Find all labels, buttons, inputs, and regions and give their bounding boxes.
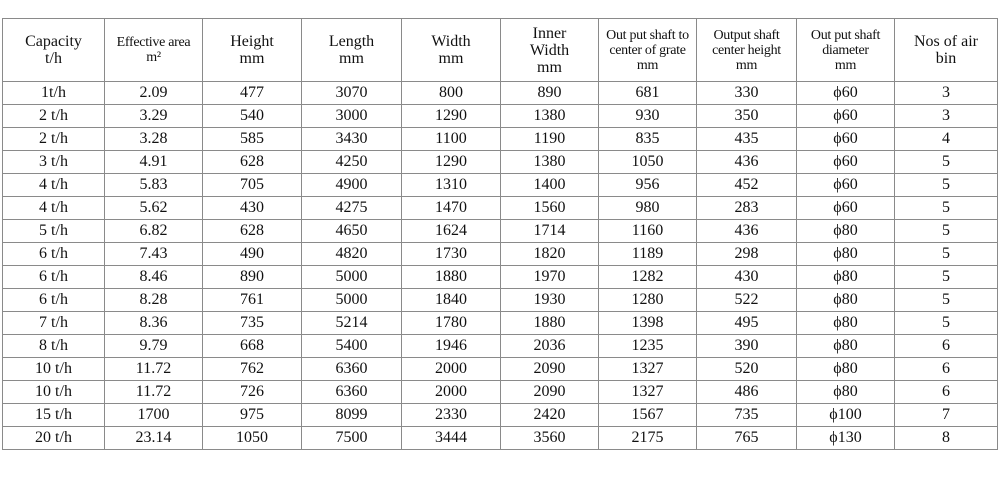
- column-header-effective-area: [105, 19, 203, 82]
- cell-shaft-diameter: ϕ60: [797, 151, 895, 174]
- table-row: [3, 174, 998, 197]
- cell-air-bin-count: 8: [895, 427, 998, 450]
- column-header-inner-width: [501, 19, 599, 82]
- cell-height: 668: [203, 335, 302, 358]
- cell-shaft-to-grate-center: 1398: [599, 312, 697, 335]
- specification-table: [2, 18, 998, 450]
- cell-capacity: 15 t/h: [3, 404, 105, 427]
- column-header-length: [302, 19, 402, 82]
- table-row: [3, 312, 998, 335]
- cell-shaft-to-grate-center: 1327: [599, 358, 697, 381]
- header-line: mm: [636, 57, 659, 73]
- cell-capacity: 6 t/h: [3, 266, 105, 289]
- cell-air-bin-count: 5: [895, 312, 998, 335]
- cell-width: 1100: [402, 128, 501, 151]
- header-line: Effective area: [116, 35, 191, 50]
- cell-capacity: 7 t/h: [3, 312, 105, 335]
- cell-length: 6360: [302, 358, 402, 381]
- cell-capacity: 2 t/h: [3, 105, 105, 128]
- cell-length: 4250: [302, 151, 402, 174]
- cell-shaft-to-grate-center: 980: [599, 197, 697, 220]
- cell-shaft-to-grate-center: 1235: [599, 335, 697, 358]
- column-header-height: [203, 19, 302, 82]
- cell-capacity: 2 t/h: [3, 128, 105, 151]
- cell-inner-width: 1820: [501, 243, 599, 266]
- cell-inner-width: 1880: [501, 312, 599, 335]
- cell-capacity: 10 t/h: [3, 381, 105, 404]
- cell-width: 1840: [402, 289, 501, 312]
- cell-length: 3430: [302, 128, 402, 151]
- header-line: mm: [339, 50, 364, 67]
- cell-capacity: 3 t/h: [3, 151, 105, 174]
- cell-shaft-diameter: ϕ80: [797, 243, 895, 266]
- cell-inner-width: 1380: [501, 151, 599, 174]
- table-row: [3, 128, 998, 151]
- cell-width: 1780: [402, 312, 501, 335]
- cell-height: 726: [203, 381, 302, 404]
- header-line: Capacity: [25, 33, 82, 50]
- cell-shaft-center-height: 430: [697, 266, 797, 289]
- column-header-shaft-to-grate-center: [599, 19, 697, 82]
- cell-effective-area: 23.14: [105, 427, 203, 450]
- cell-effective-area: 8.36: [105, 312, 203, 335]
- header-line: mm: [438, 50, 464, 67]
- cell-width: 1946: [402, 335, 501, 358]
- cell-shaft-diameter: ϕ60: [797, 128, 895, 151]
- cell-capacity: 6 t/h: [3, 289, 105, 312]
- header-line: diameter: [822, 42, 869, 58]
- cell-inner-width: 1400: [501, 174, 599, 197]
- table-row: [3, 358, 998, 381]
- cell-effective-area: 8.28: [105, 289, 203, 312]
- table-row: [3, 266, 998, 289]
- cell-shaft-center-height: 486: [697, 381, 797, 404]
- cell-width: 1730: [402, 243, 501, 266]
- cell-shaft-diameter: ϕ100: [797, 404, 895, 427]
- cell-air-bin-count: 3: [895, 105, 998, 128]
- cell-length: 3070: [302, 82, 402, 105]
- table-row: [3, 151, 998, 174]
- cell-inner-width: 1930: [501, 289, 599, 312]
- cell-inner-width: 2090: [501, 358, 599, 381]
- cell-shaft-center-height: 735: [697, 404, 797, 427]
- cell-capacity: 8 t/h: [3, 335, 105, 358]
- cell-height: 628: [203, 151, 302, 174]
- cell-width: 1290: [402, 105, 501, 128]
- cell-shaft-diameter: ϕ80: [797, 335, 895, 358]
- cell-length: 8099: [302, 404, 402, 427]
- cell-capacity: 20 t/h: [3, 427, 105, 450]
- cell-length: 3000: [302, 105, 402, 128]
- cell-capacity: 1t/h: [3, 82, 105, 105]
- cell-height: 762: [203, 358, 302, 381]
- header-line: t/h: [45, 50, 62, 67]
- cell-inner-width: 2036: [501, 335, 599, 358]
- cell-height: 540: [203, 105, 302, 128]
- header-line: Height: [230, 33, 274, 50]
- table-row: [3, 197, 998, 220]
- cell-shaft-to-grate-center: 1327: [599, 381, 697, 404]
- cell-effective-area: 8.46: [105, 266, 203, 289]
- cell-air-bin-count: 3: [895, 82, 998, 105]
- table-row: [3, 404, 998, 427]
- cell-length: 4820: [302, 243, 402, 266]
- cell-shaft-center-height: 520: [697, 358, 797, 381]
- cell-air-bin-count: 5: [895, 174, 998, 197]
- cell-air-bin-count: 6: [895, 335, 998, 358]
- cell-shaft-center-height: 435: [697, 128, 797, 151]
- header-line: Out put shaft: [810, 27, 881, 43]
- cell-shaft-to-grate-center: 681: [599, 82, 697, 105]
- cell-shaft-center-height: 495: [697, 312, 797, 335]
- cell-air-bin-count: 5: [895, 289, 998, 312]
- cell-effective-area: 11.72: [105, 358, 203, 381]
- cell-shaft-to-grate-center: 1160: [599, 220, 697, 243]
- cell-air-bin-count: 5: [895, 220, 998, 243]
- cell-height: 430: [203, 197, 302, 220]
- cell-width: 1880: [402, 266, 501, 289]
- header-line: Output shaft: [713, 27, 780, 43]
- cell-air-bin-count: 5: [895, 266, 998, 289]
- header-line: bin: [935, 50, 957, 67]
- column-header-capacity: [3, 19, 105, 82]
- cell-shaft-diameter: ϕ80: [797, 289, 895, 312]
- cell-height: 490: [203, 243, 302, 266]
- cell-shaft-to-grate-center: 2175: [599, 427, 697, 450]
- cell-air-bin-count: 6: [895, 381, 998, 404]
- cell-length: 5400: [302, 335, 402, 358]
- cell-height: 1050: [203, 427, 302, 450]
- cell-effective-area: 11.72: [105, 381, 203, 404]
- cell-shaft-to-grate-center: 1280: [599, 289, 697, 312]
- cell-height: 761: [203, 289, 302, 312]
- cell-capacity: 5 t/h: [3, 220, 105, 243]
- header-line: Width: [529, 41, 570, 59]
- cell-effective-area: 1700: [105, 404, 203, 427]
- cell-shaft-diameter: ϕ80: [797, 220, 895, 243]
- cell-air-bin-count: 7: [895, 404, 998, 427]
- cell-inner-width: 1560: [501, 197, 599, 220]
- table-row: [3, 220, 998, 243]
- cell-width: 3444: [402, 427, 501, 450]
- cell-shaft-center-height: 436: [697, 151, 797, 174]
- cell-width: 1624: [402, 220, 501, 243]
- cell-height: 585: [203, 128, 302, 151]
- cell-shaft-diameter: ϕ80: [797, 266, 895, 289]
- cell-shaft-diameter: ϕ80: [797, 312, 895, 335]
- cell-effective-area: 5.83: [105, 174, 203, 197]
- header-line: Width: [431, 33, 471, 50]
- cell-effective-area: 5.62: [105, 197, 203, 220]
- cell-inner-width: 2090: [501, 381, 599, 404]
- header-line: Nos of air: [914, 33, 978, 50]
- cell-length: 7500: [302, 427, 402, 450]
- cell-shaft-center-height: 390: [697, 335, 797, 358]
- cell-air-bin-count: 5: [895, 197, 998, 220]
- cell-length: 4900: [302, 174, 402, 197]
- header-row: [3, 19, 998, 82]
- cell-shaft-center-height: 522: [697, 289, 797, 312]
- cell-width: 2330: [402, 404, 501, 427]
- cell-length: 4275: [302, 197, 402, 220]
- table-row: [3, 427, 998, 450]
- cell-inner-width: 3560: [501, 427, 599, 450]
- cell-height: 477: [203, 82, 302, 105]
- cell-shaft-center-height: 452: [697, 174, 797, 197]
- header-line: center height: [712, 42, 781, 58]
- cell-height: 628: [203, 220, 302, 243]
- table-row: [3, 105, 998, 128]
- cell-height: 705: [203, 174, 302, 197]
- header-line: mm: [834, 57, 857, 73]
- cell-shaft-to-grate-center: 930: [599, 105, 697, 128]
- cell-effective-area: 3.28: [105, 128, 203, 151]
- cell-width: 1290: [402, 151, 501, 174]
- cell-length: 5000: [302, 289, 402, 312]
- cell-shaft-center-height: 298: [697, 243, 797, 266]
- cell-shaft-diameter: ϕ130: [797, 427, 895, 450]
- cell-effective-area: 9.79: [105, 335, 203, 358]
- cell-shaft-diameter: ϕ60: [797, 197, 895, 220]
- cell-capacity: 4 t/h: [3, 174, 105, 197]
- header-line: mm: [239, 50, 265, 67]
- cell-inner-width: 890: [501, 82, 599, 105]
- cell-air-bin-count: 5: [895, 151, 998, 174]
- table-body: [3, 82, 998, 450]
- cell-inner-width: 2420: [501, 404, 599, 427]
- cell-height: 975: [203, 404, 302, 427]
- column-header-shaft-center-height: [697, 19, 797, 82]
- header-line: Out put shaft to: [606, 27, 689, 43]
- cell-shaft-to-grate-center: 1189: [599, 243, 697, 266]
- cell-effective-area: 4.91: [105, 151, 203, 174]
- cell-shaft-center-height: 765: [697, 427, 797, 450]
- header-line: mm: [537, 58, 562, 76]
- header-line: m²: [146, 50, 161, 65]
- column-header-width: [402, 19, 501, 82]
- cell-shaft-to-grate-center: 1282: [599, 266, 697, 289]
- header-line: mm: [735, 57, 758, 73]
- cell-shaft-diameter: ϕ80: [797, 381, 895, 404]
- cell-shaft-center-height: 436: [697, 220, 797, 243]
- header-line: Inner: [532, 24, 567, 42]
- table-row: [3, 335, 998, 358]
- cell-shaft-diameter: ϕ60: [797, 105, 895, 128]
- cell-shaft-center-height: 330: [697, 82, 797, 105]
- cell-length: 4650: [302, 220, 402, 243]
- cell-width: 800: [402, 82, 501, 105]
- cell-height: 890: [203, 266, 302, 289]
- cell-shaft-center-height: 350: [697, 105, 797, 128]
- cell-shaft-to-grate-center: 1050: [599, 151, 697, 174]
- cell-effective-area: 6.82: [105, 220, 203, 243]
- cell-length: 5000: [302, 266, 402, 289]
- table-row: [3, 243, 998, 266]
- cell-effective-area: 3.29: [105, 105, 203, 128]
- cell-width: 1310: [402, 174, 501, 197]
- cell-inner-width: 1380: [501, 105, 599, 128]
- column-header-shaft-diameter: [797, 19, 895, 82]
- cell-width: 2000: [402, 358, 501, 381]
- table-row: [3, 82, 998, 105]
- header-line: center of grate: [609, 42, 686, 58]
- cell-inner-width: 1190: [501, 128, 599, 151]
- header-line: Length: [328, 33, 375, 50]
- cell-air-bin-count: 4: [895, 128, 998, 151]
- cell-shaft-to-grate-center: 1567: [599, 404, 697, 427]
- column-header-air-bin-count: [895, 19, 998, 82]
- cell-shaft-center-height: 283: [697, 197, 797, 220]
- cell-effective-area: 2.09: [105, 82, 203, 105]
- cell-capacity: 6 t/h: [3, 243, 105, 266]
- table-row: [3, 289, 998, 312]
- cell-length: 6360: [302, 381, 402, 404]
- table-row: [3, 381, 998, 404]
- cell-width: 1470: [402, 197, 501, 220]
- cell-capacity: 4 t/h: [3, 197, 105, 220]
- cell-shaft-diameter: ϕ80: [797, 358, 895, 381]
- cell-air-bin-count: 5: [895, 243, 998, 266]
- cell-shaft-diameter: ϕ60: [797, 82, 895, 105]
- cell-shaft-to-grate-center: 835: [599, 128, 697, 151]
- cell-shaft-diameter: ϕ60: [797, 174, 895, 197]
- cell-capacity: 10 t/h: [3, 358, 105, 381]
- cell-width: 2000: [402, 381, 501, 404]
- cell-height: 735: [203, 312, 302, 335]
- cell-effective-area: 7.43: [105, 243, 203, 266]
- cell-air-bin-count: 6: [895, 358, 998, 381]
- cell-length: 5214: [302, 312, 402, 335]
- cell-inner-width: 1714: [501, 220, 599, 243]
- cell-shaft-to-grate-center: 956: [599, 174, 697, 197]
- cell-inner-width: 1970: [501, 266, 599, 289]
